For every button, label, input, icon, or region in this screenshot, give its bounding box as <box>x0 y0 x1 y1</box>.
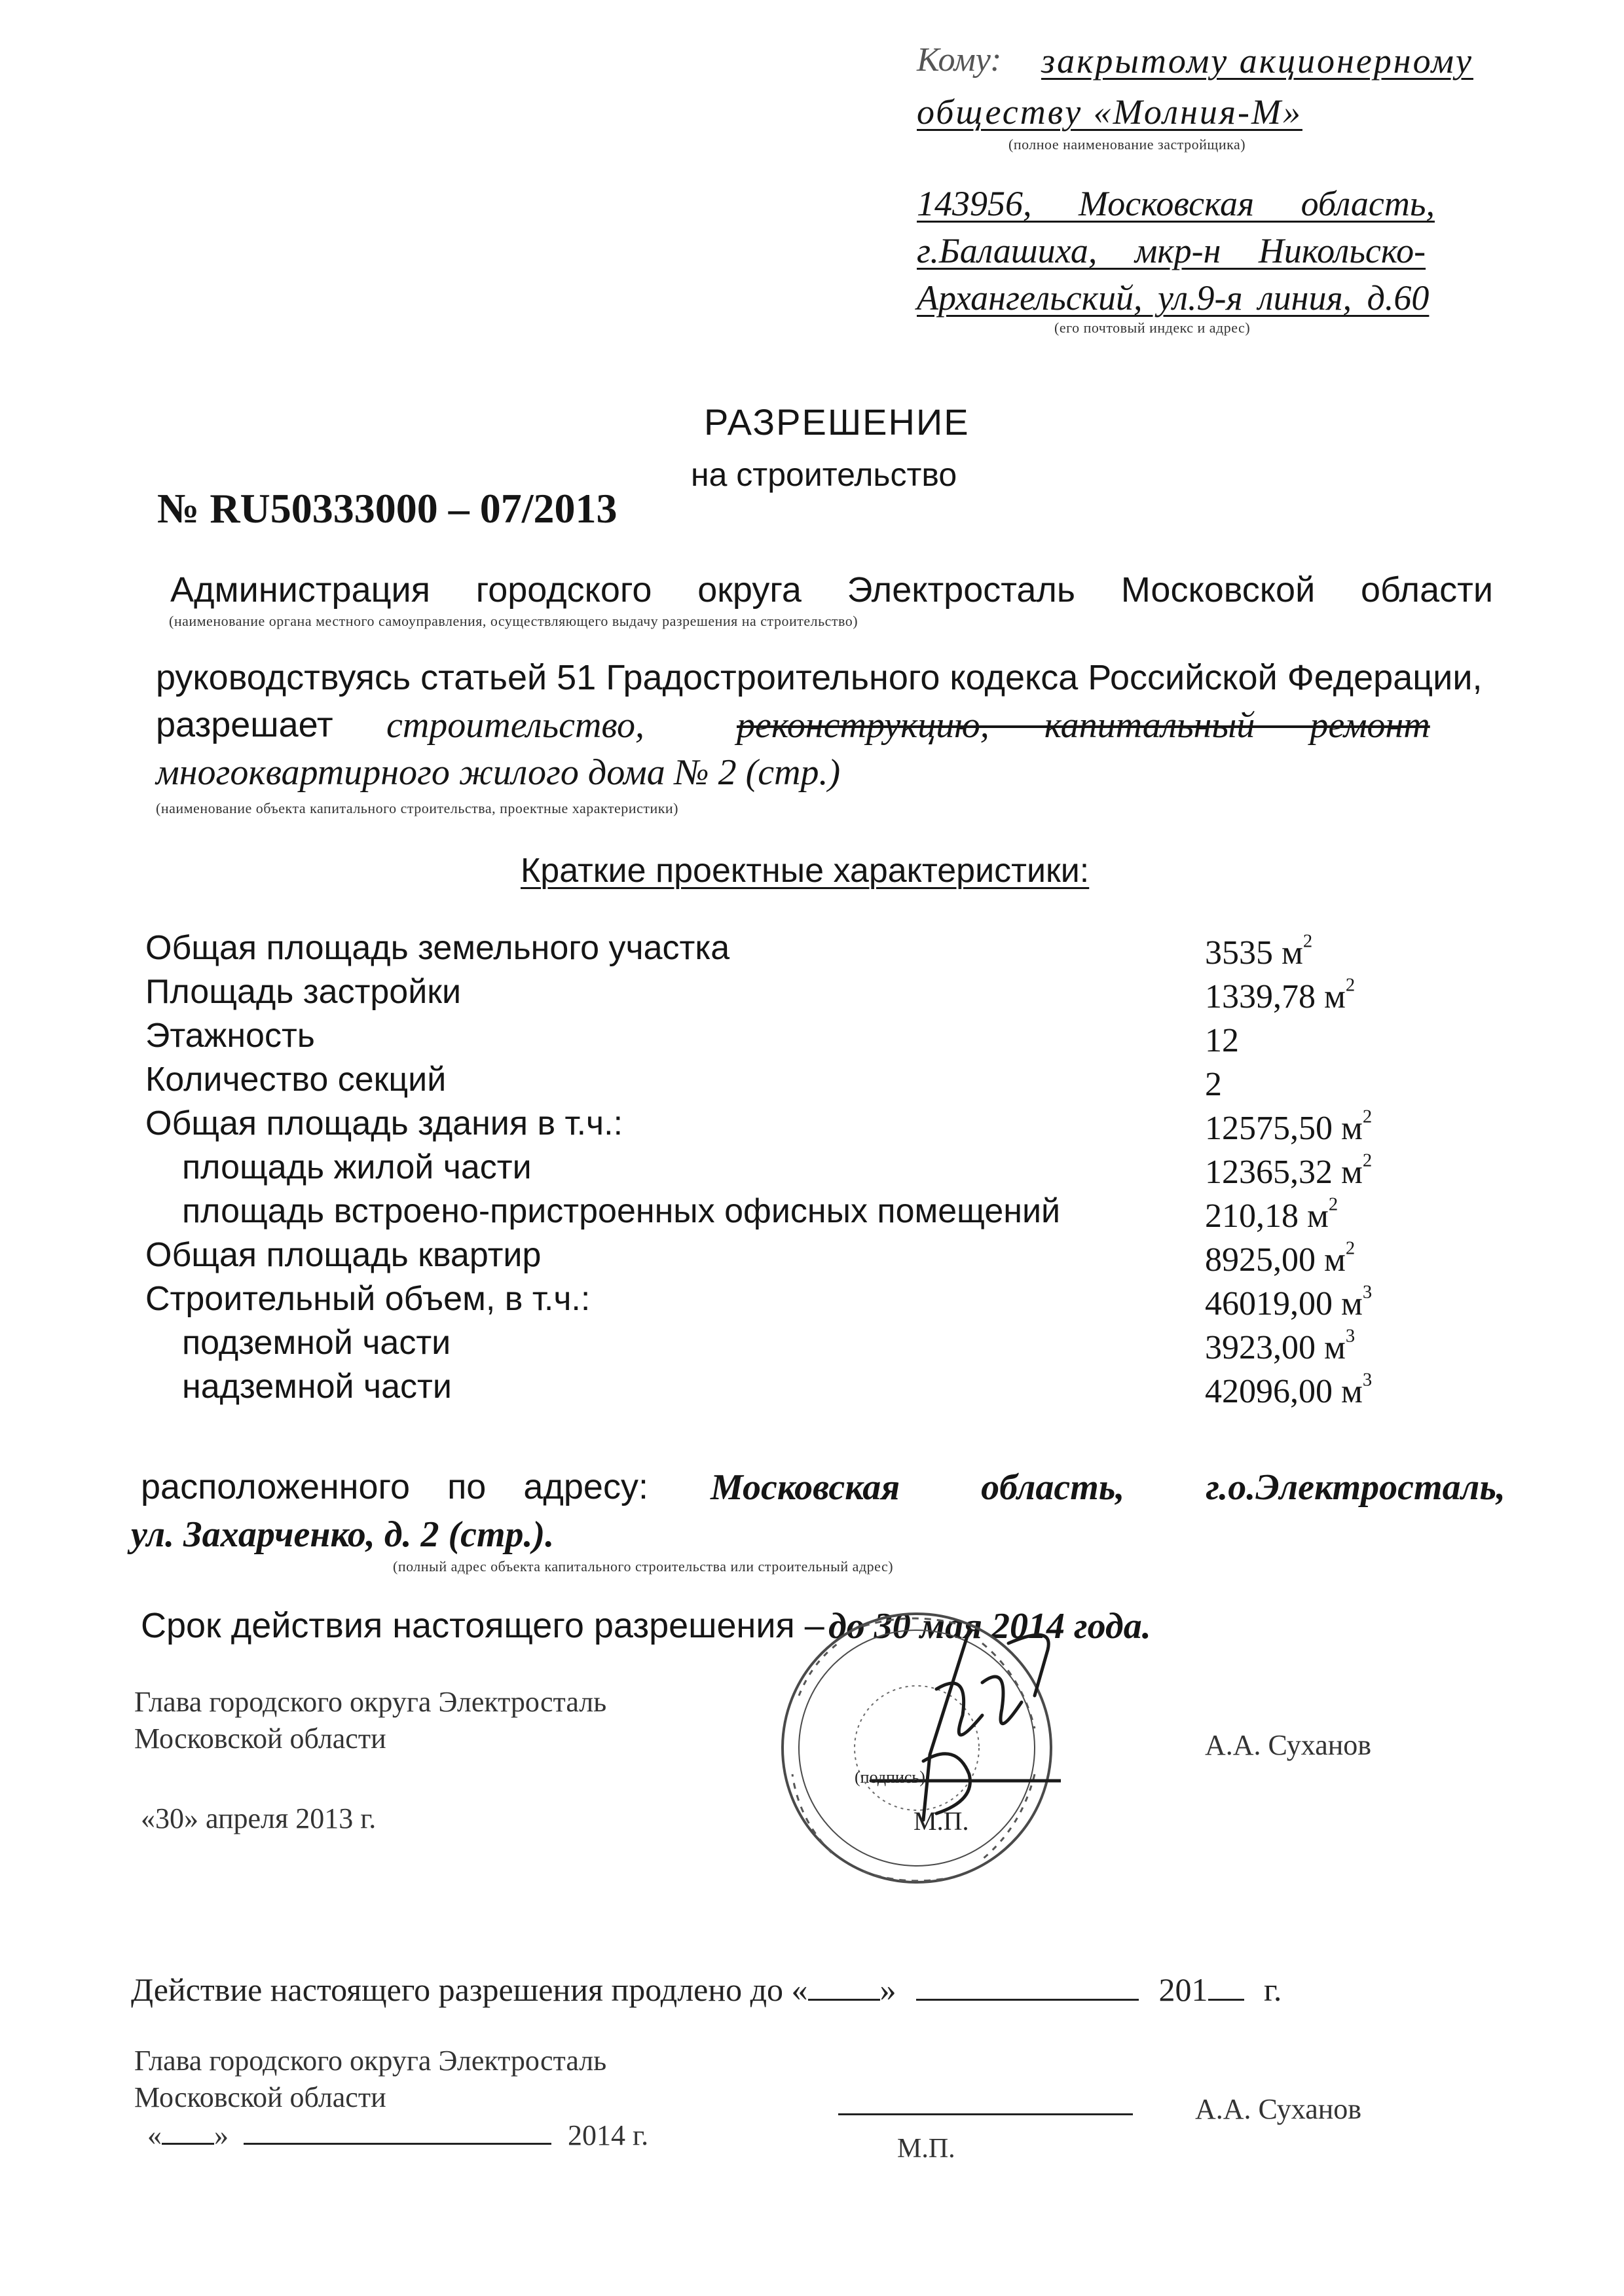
spec-value-text: 2 <box>1205 1066 1222 1103</box>
spec-value <box>1205 1328 1355 1367</box>
extension-position-line1: Глава городского округа Электросталь <box>134 2045 607 2077</box>
addressee-name-line2: обществу «Молния-М» <box>917 92 1302 132</box>
spec-label: надземной части <box>182 1368 452 1406</box>
issuer-name: Администрация городского округа Электросталь Московской области <box>170 570 1493 610</box>
extension-seal-label: М.П. <box>897 2134 955 2164</box>
specs-heading: Краткие проектные характеристики: <box>521 852 1090 890</box>
spec-value-text: 1339,78 м <box>1205 978 1346 1015</box>
spec-value <box>1205 1194 1338 1235</box>
spec-value-unit-exponent: 3 <box>1362 1282 1373 1303</box>
extension-signature-line[interactable] <box>838 2113 1133 2115</box>
extension-position-line2: Московской области <box>134 2081 386 2113</box>
extension-signatory-name: А.А. Суханов <box>1195 2093 1362 2125</box>
spec-value <box>1205 1065 1222 1104</box>
permits-struck: реконструкцию, капитальный ремонт <box>737 705 1430 746</box>
signatory-position-line1: Глава городского округа Электросталь <box>134 1686 607 1718</box>
extension-year-prefix: 201 <box>1158 1971 1208 2008</box>
spec-value <box>1205 977 1355 1016</box>
permits-kept: строительство, <box>386 705 644 746</box>
spec-label: подземной части <box>182 1324 451 1362</box>
spec-value-text: 8925,00 м <box>1205 1241 1346 1279</box>
addressee-name-caption: (полное наименование застройщика) <box>1008 136 1246 153</box>
document-subtitle: на строительство <box>691 456 957 493</box>
seal-label: М.П. <box>913 1806 969 1836</box>
extension-date-open: « <box>147 2119 162 2151</box>
extension-month-blank[interactable] <box>916 1973 1139 2001</box>
spec-value-text: 3535 м <box>1205 934 1303 972</box>
spec-label: площадь жилой части <box>182 1148 532 1186</box>
extension-date-day-blank[interactable] <box>162 2121 214 2145</box>
extension-day-blank[interactable] <box>808 1973 880 2001</box>
spec-value <box>1205 1150 1373 1192</box>
spec-value <box>1205 1238 1356 1279</box>
spec-value <box>1205 931 1313 972</box>
permit-number: № RU50333000 – 07/2013 <box>157 485 618 532</box>
extension-date-year: 2014 г. <box>568 2119 649 2151</box>
document-title: РАЗРЕШЕНИЕ <box>704 401 970 443</box>
spec-label: площадь встроено-пристроенных офисных помещений <box>182 1192 1061 1230</box>
spec-label: Общая площадь квартир <box>145 1236 542 1274</box>
spec-value-unit-exponent: 2 <box>1345 975 1356 996</box>
spec-label: Этажность <box>145 1017 315 1055</box>
spec-label: Площадь застройки <box>145 973 462 1011</box>
object-caption: (наименование объекта капитального строительства, проектные характеристики) <box>156 800 679 816</box>
extension-date-close: » <box>214 2119 229 2151</box>
location-caption: (полный адрес объекта капитального строительства или строительный адрес) <box>393 1558 894 1575</box>
spec-value <box>1205 1106 1373 1148</box>
spec-value-text: 12575,50 м <box>1205 1110 1363 1147</box>
spec-value <box>1205 1282 1373 1323</box>
spec-value-unit-exponent: 2 <box>1328 1194 1338 1215</box>
spec-value-text: 42096,00 м <box>1205 1373 1363 1410</box>
issuer-caption: (наименование органа местного самоуправления, осуществляющего выдачу разрешения на строительство) <box>169 613 858 629</box>
spec-value-text: 3923,00 м <box>1205 1329 1346 1366</box>
spec-value-text: 210,18 м <box>1205 1197 1329 1235</box>
spec-value-text: 12 <box>1205 1022 1239 1059</box>
spec-value-text: 12365,32 м <box>1205 1154 1363 1191</box>
extension-line <box>131 1971 1282 2009</box>
legal-basis: руководствуясь статьей 51 Градостроительного кодекса Российской Федерации, <box>156 658 1483 697</box>
spec-value <box>1205 1372 1372 1411</box>
signature-caption: (подпись) <box>855 1768 925 1787</box>
signatory-name: А.А. Суханов <box>1205 1729 1372 1761</box>
location-address-line1: Московская область, г.о.Электросталь, <box>710 1467 1505 1508</box>
object-name: многоквартирного жилого дома № 2 (стр.) <box>156 752 841 793</box>
spec-value-unit-exponent: 2 <box>1302 931 1313 952</box>
spec-label: Общая площадь здания в т.ч.: <box>145 1104 623 1142</box>
signatory-position-line2: Московской области <box>134 1722 386 1755</box>
location-label: расположенного по адресу: <box>141 1467 648 1506</box>
spec-value-unit-exponent: 3 <box>1362 1370 1373 1391</box>
addressee-address-line1: 143956, Московская область, <box>917 184 1435 223</box>
signature-date: «30» апреля 2013 г. <box>141 1802 377 1834</box>
addressee-name-line1: закрытому акционерному <box>1041 41 1473 81</box>
official-seal <box>773 1604 1061 1892</box>
spec-label: Строительный объем, в т.ч.: <box>145 1280 591 1318</box>
extension-text: Действие настоящего разрешения продлено до « <box>131 1971 808 2008</box>
spec-value-unit-exponent: 2 <box>1362 1150 1373 1171</box>
spec-value-unit-exponent: 2 <box>1362 1106 1373 1127</box>
extension-year-blank[interactable] <box>1208 1973 1244 2001</box>
extension-date-month-blank[interactable] <box>244 2121 551 2145</box>
validity-label: Срок действия настоящего разрешения – <box>141 1606 824 1645</box>
addressee-address-line2: г.Балашиха, мкр-н Никольско- <box>917 231 1426 270</box>
spec-value-unit-exponent: 3 <box>1345 1326 1356 1347</box>
spec-value-text: 46019,00 м <box>1205 1285 1363 1322</box>
extension-quote-close: » <box>879 1971 896 2008</box>
addressee-address-line3: Архангельский, ул.9-я линия, д.60 <box>917 278 1430 318</box>
addressee-address-caption: (его почтовый индекс и адрес) <box>1054 319 1251 336</box>
validity-value: до 30 мая 2014 года. <box>828 1606 1151 1647</box>
permits-label: разрешает <box>156 705 333 744</box>
extension-year-suffix: г. <box>1264 1971 1282 2008</box>
spec-value <box>1205 1021 1239 1060</box>
spec-label: Общая площадь земельного участка <box>145 929 730 967</box>
location-address-line2: ул. Захарченко, д. 2 (стр.). <box>131 1514 555 1555</box>
spec-value-unit-exponent: 2 <box>1345 1238 1356 1259</box>
extension-date <box>147 2119 648 2152</box>
spec-label: Количество секций <box>145 1061 447 1099</box>
to-label: Кому: <box>917 41 1002 79</box>
